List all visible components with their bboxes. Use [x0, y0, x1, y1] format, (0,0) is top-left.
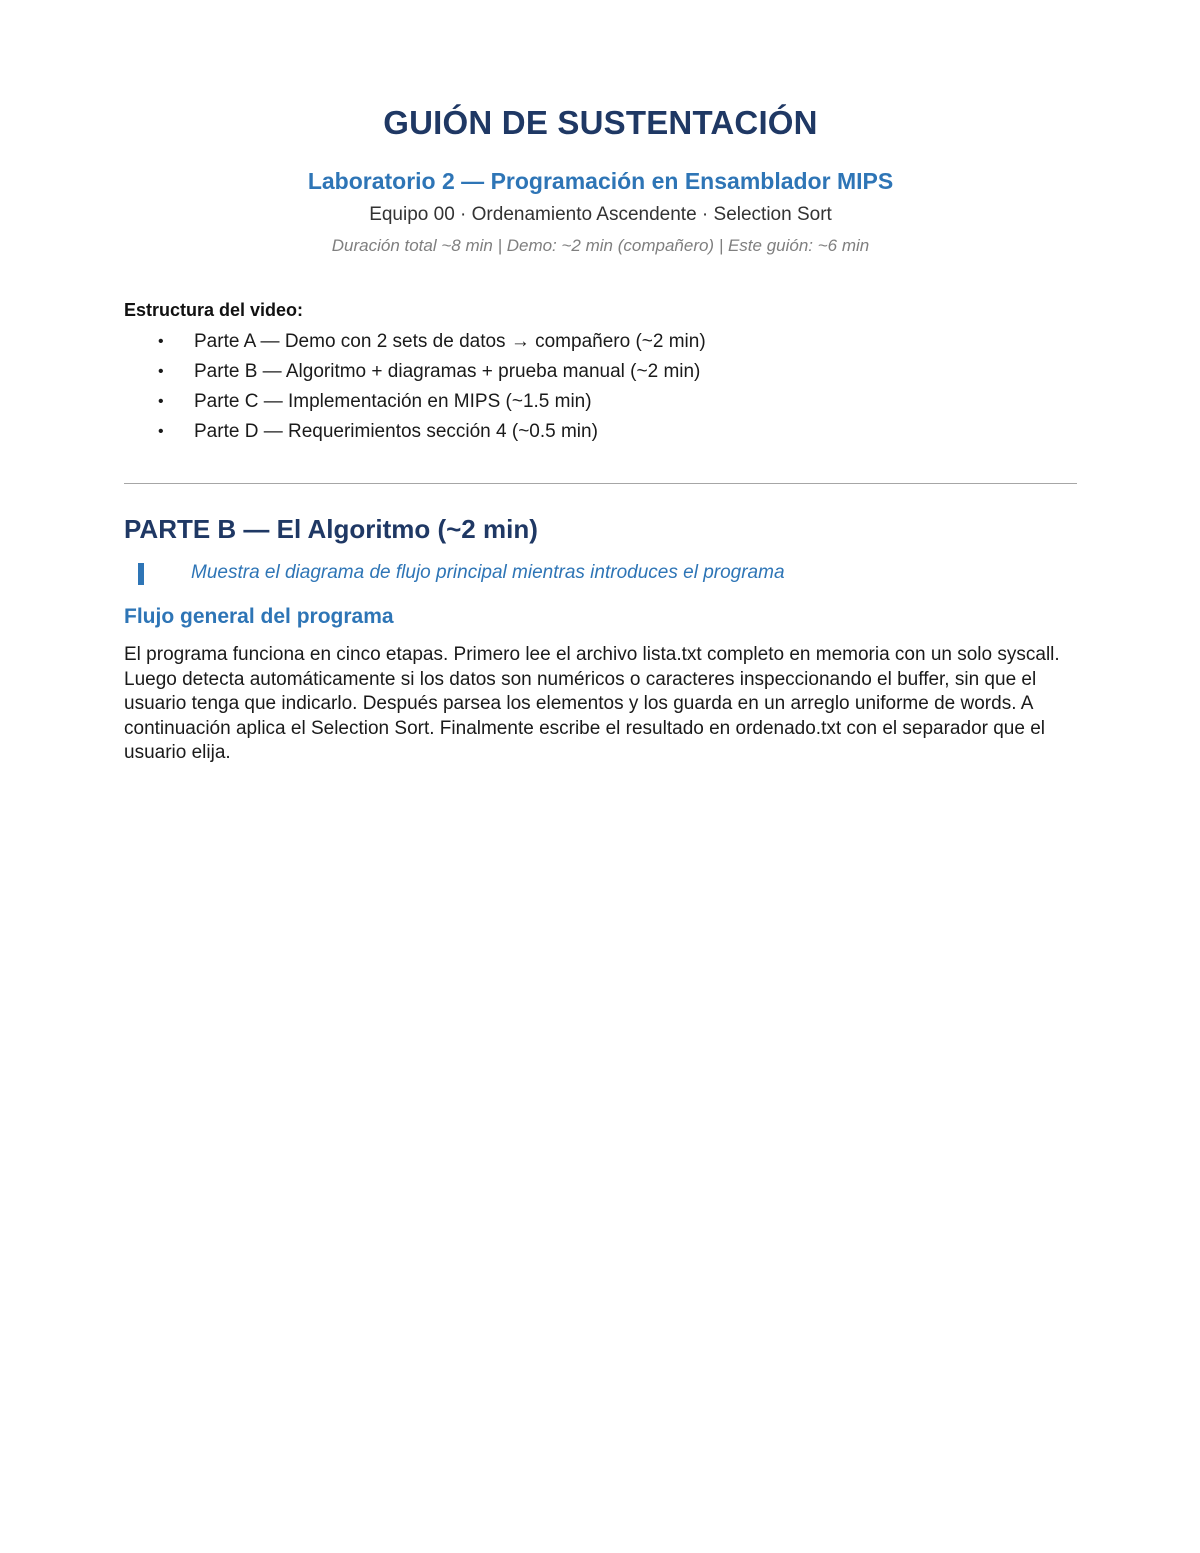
callout-text: Muestra el diagrama de flujo principal mientras introduces el programa: [191, 562, 785, 583]
list-item: [124, 420, 706, 450]
subheading-flujo-general: Flujo general del programa: [124, 605, 394, 628]
list-item: [124, 390, 706, 420]
structure-list: [124, 330, 706, 450]
list-item-text: Parte D — Requerimientos sección 4 (~0.5 min): [194, 421, 598, 442]
duration-line: Duración total ~8 min | Demo: ~2 min (compañero) | Este guión: ~6 min: [331, 236, 870, 255]
team-line: Equipo 00 · Ordenamiento Ascendente · Selection Sort: [369, 204, 832, 225]
instruction-callout: [138, 561, 1038, 587]
bullet-icon: •: [158, 333, 164, 350]
bullet-icon: •: [158, 393, 164, 410]
document-title: GUIÓN DE SUSTENTACIÓN: [383, 104, 818, 141]
section-title-parte-b: PARTE B — El Algoritmo (~2 min): [124, 514, 538, 544]
list-item-text: Parte A — Demo con 2 sets de datos → compañero (~2 min): [194, 331, 706, 352]
callout-bar-icon: [138, 563, 144, 585]
bullet-icon: •: [158, 423, 164, 440]
list-item: [124, 360, 706, 390]
horizontal-divider: [124, 483, 1077, 484]
list-item-text: Parte B — Algoritmo + diagramas + prueba manual (~2 min): [194, 361, 701, 382]
body-paragraph: El programa funciona en cinco etapas. Primero lee el archivo lista.txt completo en memoria con un solo syscall. Luego detecta automáticamente si los datos son numéricos o caracteres inspeccionando el buffer, sin que el usuario tenga que indicarlo. Después parsea los elementos y los guarda en un arreglo uniforme de words. A continuación aplica el Selection Sort. Finalmente escribe el resultado en ordenado.txt con el separador que el usuario elija.: [124, 644, 1060, 763]
structure-heading: Estructura del video:: [124, 300, 304, 320]
list-item-text: Parte C — Implementación en MIPS (~1.5 min): [194, 391, 592, 412]
bullet-icon: •: [158, 363, 164, 380]
list-item: [124, 330, 706, 360]
document-subtitle: Laboratorio 2 — Programación en Ensamblador MIPS: [307, 168, 894, 194]
